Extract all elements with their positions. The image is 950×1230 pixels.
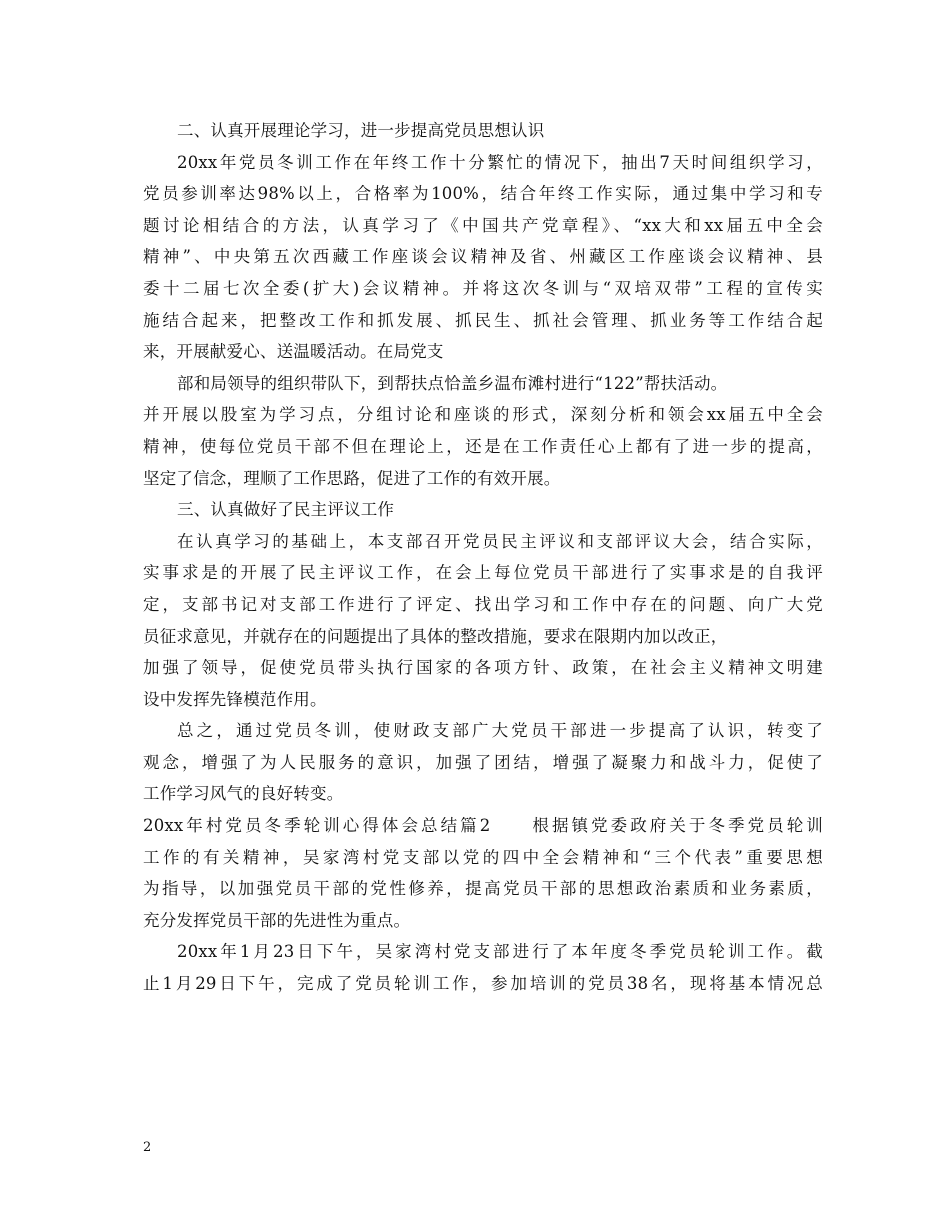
text-line: 二、认真开展理论学习，进一步提高党员思想认识	[177, 121, 545, 140]
text-line: 施结合起来，把整改工作和抓发展、抓民生、抓社会管理、抓业务等工作结合起	[143, 310, 823, 330]
text-line: 党员参训率达98%以上，合格率为100%，结合年终工作实际，通过集中学习和专	[143, 184, 823, 204]
text-line: 坚定了信念，理顺了工作思路，促进了工作的有效开展。	[143, 468, 561, 488]
text-line: 定，支部书记对支部工作进行了评定、找出学习和工作中存在的问题、向广大党	[143, 594, 823, 614]
text-line: 员征求意见，并就存在的问题提出了具体的整改措施，要求在限期内加以改正，	[143, 626, 728, 646]
text-line: 加强了领导，促使党员带头执行国家的各项方针、政策，在社会主义精神文明建	[143, 658, 823, 678]
document-body	[143, 115, 823, 1000]
text-line: 总之，通过党员冬训，使财政支部广大党员干部进一步提高了认识，转变了	[177, 721, 823, 741]
text-line: 为指导，以加强党员干部的党性修养，提高党员干部的思想政治素质和业务素质，	[143, 879, 823, 899]
text-line: 题讨论相结合的方法，认真学习了《中国共产党章程》、“xx大和xx届五中全会	[143, 215, 823, 235]
text-line: 在认真学习的基础上，本支部召开党员民主评议和支部评议大会，结合实际，	[177, 531, 823, 551]
text-line: 精神，使每位党员干部不但在理论上，还是在工作责任心上都有了进一步的提高，	[143, 436, 823, 456]
text-line: 工作学习风气的良好转变。	[143, 784, 344, 804]
text-line: 观念，增强了为人民服务的意识，加强了团结，增强了凝聚力和战斗力，促使了	[143, 752, 823, 772]
text-line: 来，开展献爱心、送温暖活动。在局党支	[143, 342, 444, 362]
text-line: 精神”、中央第五次西藏工作座谈会议精神及省、州藏区工作座谈会议精神、县	[143, 247, 823, 267]
text-line: 设中发挥先锋模范作用。	[143, 689, 327, 709]
text-line: 并开展以股室为学习点，分组讨论和座谈的形式，深刻分析和领会xx届五中全会	[143, 405, 823, 425]
text-line: 部和局领导的组织带队下，到帮扶点恰盖乡温布滩村进行“122”帮扶活动。	[177, 373, 728, 393]
text-line: 工作的有关精神，吴家湾村党支部以党的四中全会精神和“三个代表”重要思想	[143, 847, 823, 867]
text-line: 20xx年党员冬训工作在年终工作十分繁忙的情况下，抽出7天时间组织学习，	[177, 152, 823, 172]
text-line: 止1月29日下午，完成了党员轮训工作，参加培训的党员38名，现将基本情况总	[143, 974, 823, 994]
text-line: 委十二届七次全委(扩大)会议精神。并将这次冬训与“双培双带”工程的宣传实	[143, 278, 823, 298]
text-line: 20xx年1月23日下午，吴家湾村党支部进行了本年度冬季党员轮训工作。截	[177, 942, 823, 962]
text-line: 充分发挥党员干部的先进性为重点。	[143, 910, 411, 930]
text-line: 实事求是的开展了民主评议工作，在会上每位党员干部进行了实事求是的自我评	[143, 563, 823, 583]
page-number: 2	[143, 1140, 152, 1155]
text-line: 20xx年村党员冬季轮训心得体会总结篇2 根据镇党委政府关于冬季党员轮训	[143, 816, 823, 836]
text-line: 三、认真做好了民主评议工作	[177, 500, 395, 520]
